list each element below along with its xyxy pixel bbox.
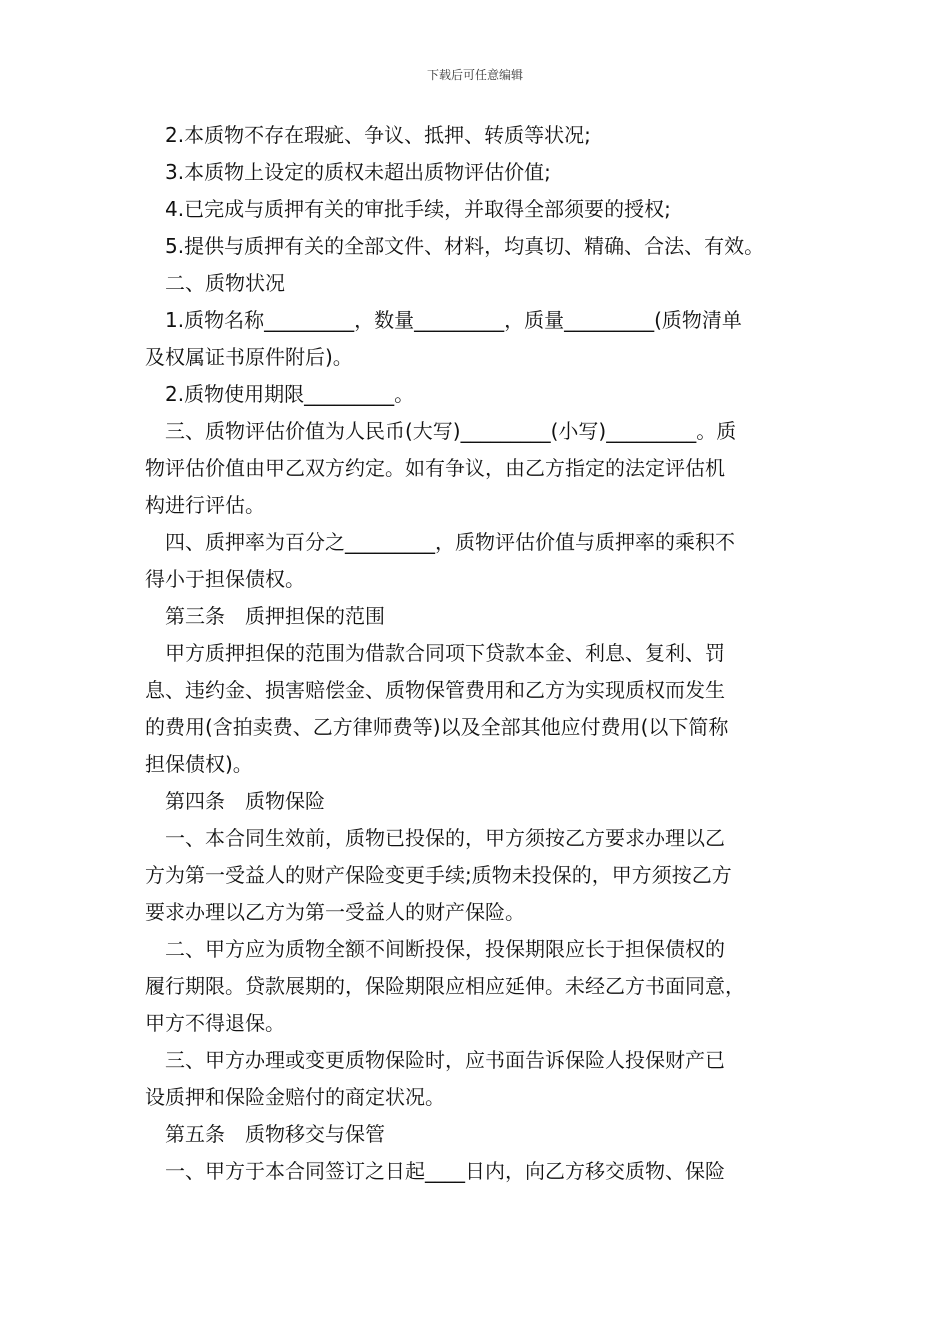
document-body — [145, 117, 825, 1190]
text-line: 担保债权)。 — [145, 752, 253, 776]
paragraph — [145, 191, 825, 228]
paragraph — [145, 524, 825, 598]
paragraph — [145, 1153, 825, 1190]
paragraph — [145, 117, 825, 154]
text-line: 得小于担保债权。 — [145, 567, 305, 591]
section-heading — [145, 265, 825, 302]
text-line: 三、质物评估价值为人民币(大写)_________(小写)_________。质 — [165, 419, 737, 443]
text-line: 二、甲方应为质物全额不间断投保，投保期限应长于担保债权的 — [165, 937, 725, 961]
text-line: 3.本质物上设定的质权未超出质物评估价值; — [165, 160, 551, 184]
text-line: 甲方质押担保的范围为借款合同项下贷款本金、利息、复利、罚 — [165, 641, 725, 665]
text-line: 四、质押率为百分之_________，质物评估价值与质押率的乘积不 — [165, 530, 735, 554]
paragraph — [145, 228, 825, 265]
paragraph — [145, 820, 825, 931]
page-header: 下载后可任意编辑 — [426, 68, 523, 82]
paragraph — [145, 931, 825, 1042]
paragraph — [145, 635, 825, 783]
text-line: 2.质物使用期限_________。 — [165, 382, 415, 406]
text-line: 息、违约金、损害赔偿金、质物保管费用和乙方为实现质权而发生 — [145, 678, 725, 702]
text-line: 设质押和保险金赔付的商定状况。 — [145, 1085, 445, 1109]
paragraph — [145, 376, 825, 413]
text-line: 一、甲方于本合同签订之日起____日内，向乙方移交质物、保险 — [165, 1159, 725, 1183]
article-heading — [145, 783, 825, 820]
text-line: 第五条 质物移交与保管 — [165, 1122, 385, 1146]
paragraph — [145, 302, 825, 376]
text-line: 5.提供与质押有关的全部文件、材料，均真切、精确、合法、有效。 — [165, 234, 765, 258]
text-line: 履行期限。贷款展期的，保险期限应相应延伸。未经乙方书面同意， — [145, 974, 745, 998]
article-heading — [145, 1116, 825, 1153]
text-line: 4.已完成与质押有关的审批手续，并取得全部须要的授权; — [165, 197, 671, 221]
text-line: 一、本合同生效前，质物已投保的，甲方须按乙方要求办理以乙 — [165, 826, 725, 850]
text-line: 甲方不得退保。 — [145, 1011, 285, 1035]
text-line: 第四条 质物保险 — [165, 789, 325, 813]
text-line: 第三条 质押担保的范围 — [165, 604, 385, 628]
paragraph — [145, 1042, 825, 1116]
text-line: 的费用(含拍卖费、乙方律师费等)以及全部其他应付费用(以下简称 — [145, 715, 729, 739]
text-line: 及权属证书原件附后)。 — [145, 345, 353, 369]
text-line: 三、甲方办理或变更质物保险时，应书面告诉保险人投保财产已 — [165, 1048, 725, 1072]
paragraph — [145, 413, 825, 524]
text-line: 二、质物状况 — [165, 271, 285, 295]
text-line: 方为第一受益人的财产保险变更手续;质物未投保的，甲方须按乙方 — [145, 863, 732, 887]
article-heading — [145, 598, 825, 635]
text-line: 物评估价值由甲乙双方约定。如有争议，由乙方指定的法定评估机 — [145, 456, 725, 480]
text-line: 1.质物名称_________，数量_________，质量_________(质物清单 — [165, 308, 742, 332]
text-line: 2.本质物不存在瑕疵、争议、抵押、转质等状况; — [165, 123, 591, 147]
text-line: 构进行评估。 — [145, 493, 265, 517]
text-line: 要求办理以乙方为第一受益人的财产保险。 — [145, 900, 525, 924]
paragraph — [145, 154, 825, 191]
